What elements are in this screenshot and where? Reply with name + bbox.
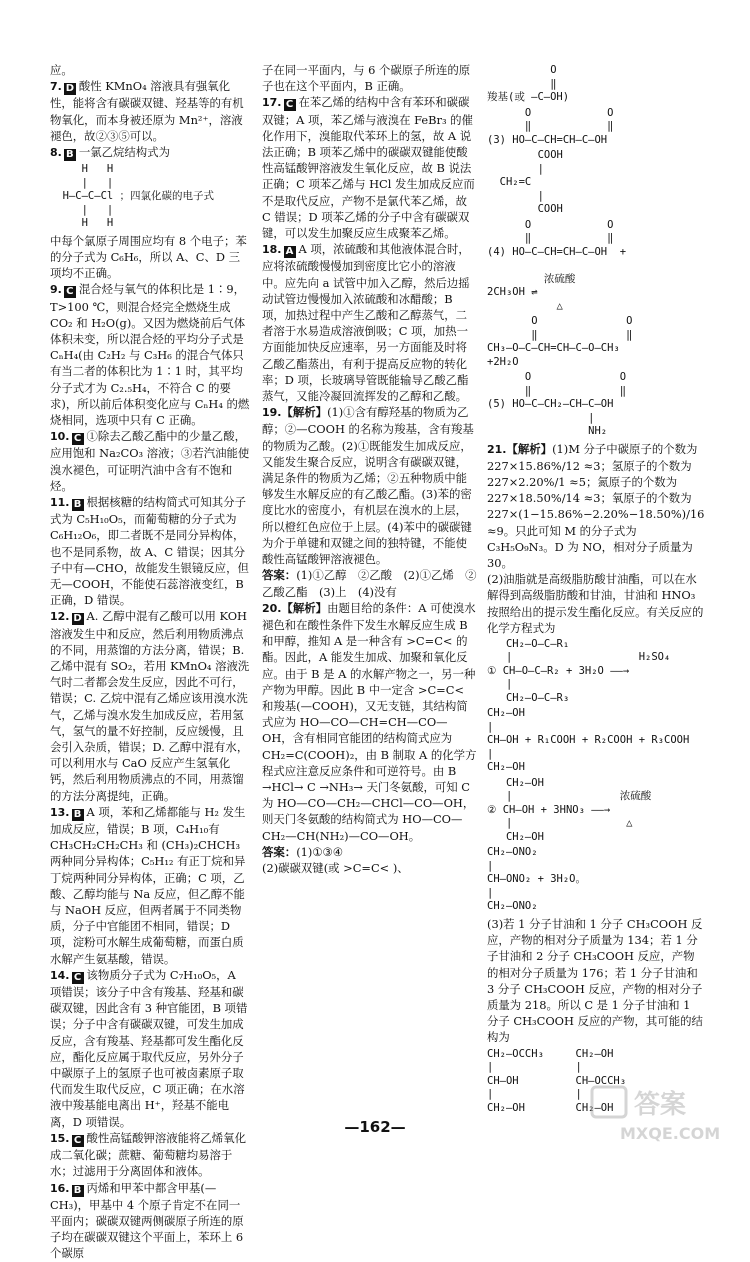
question-number: 12. — [50, 610, 70, 624]
explanation-text: 在苯乙烯的结构中含有苯环和碳碳双键；A 项，苯乙烯与液溴在 FeBr₃ 的催化作用下，溴能取代苯环上的氢，故 A 说法正确；B 项苯乙烯中的碳碳双键能使酸性高锰酸钾溶液发生氧化反应，故 B 说法正确；C 项苯乙烯与 HCl 发生加成反应而不是取代反应，产物不是氯代苯乙烯，故 C 错误；D 项苯乙烯的分子中含有碳碳双键，可以发生加聚反应生成聚苯乙烯。 — [262, 95, 475, 241]
watermark-logo — [590, 1083, 730, 1143]
answer-label: 答案： — [262, 568, 297, 583]
answer-item — [262, 844, 477, 860]
answer-item — [487, 441, 705, 572]
svg-text:答案: 答案 — [634, 1090, 687, 1120]
answer-item — [50, 1180, 250, 1262]
answer-item — [262, 860, 477, 876]
answer-item — [262, 94, 477, 241]
explanation-text: 中每个氯原子周围应均有 8 个电子；苯的分子式为 C₆H₆，所以 A、C、D 三项均不正确。 — [50, 233, 247, 281]
explanation-text: A. 乙醇中混有乙酸可以用 KOH 溶液发生中和反应，然后利用物质沸点的不同，用蒸馏的方法分离，错误；B. 乙烯中混有 SO₂，若用 KMnO₄ 溶液洗气时二者都会发生反应，因此不可行，错误；C. 乙烷中混有乙烯应该用溴水洗气，乙烯与溴水发生加成反应，若用氢气，氢气的量不好控制，反应缓慢，且会引入杂质，错误；D. 乙醇中混有水，可以利用水与 CaO 反应产生氢氧化钙，然后利用物质沸点的不同，用蒸馏的方法分离提纯，正确。 — [50, 609, 250, 803]
explanation-text: 应。 — [50, 63, 73, 77]
question-number: 16. — [50, 1181, 70, 1195]
answer-item — [50, 1130, 250, 1180]
structural-formula: O O ‖ ‖ (3) HO—C—CH=CH—C—OH — [487, 106, 614, 146]
structural-formula: O ‖ 羧基(或 —C—OH) — [487, 64, 570, 103]
analysis-label: 【解析】 — [281, 600, 328, 615]
analysis-label: 【解析】 — [281, 405, 328, 420]
answer-item — [50, 608, 250, 803]
explanation-text: 混合烃与氧气的体积比是 1∶9，T>100 ℃，则混合烃完全燃烧生成 CO₂ 和 H₂O(g)。又因为燃烧前后气体体积未变，所以混合烃的平均分子式是 CₙH₄(由 C₂H₂ 与 C₃H₆ 的混合气体只有当二者的体积比为 1∶1 时，其平均分子式才为 C₂.₅H₄，不符合 C 的要求)，所以前后体积变化应与 CₙH₄ 的燃烧相同，选项中只有 C 正确。 — [50, 282, 250, 427]
explanation-text: (3)若 1 分子甘油和 1 分子 CH₃COOH 反应，产物的相对分子质量为 134；若 1 分子甘油和 2 分子 CH₃COOH 反应，产物的相对分子质量为 176；若 1 分子甘油和 3 分子 CH₃COOH 反应，产物的相对分子质量为 218。所以 C 是 1 分子甘油和 1 分子 CH₃COOH 反应的产物，其可能的结构为 — [487, 916, 703, 1045]
column-left — [50, 62, 250, 1262]
question-number: 19. — [262, 406, 282, 420]
question-number: 10. — [50, 430, 70, 444]
explanation-text: 子在同一平面内，与 6 个碳原子所连的原子也在这个平面内，B 正确。 — [262, 63, 471, 94]
answer-choice-badge: B — [72, 809, 84, 821]
question-number: 8. — [50, 146, 62, 160]
column-middle — [262, 62, 477, 876]
explanation-text: A 项，苯和乙烯都能与 H₂ 发生加成反应，错误；B 项，C₄H₁₀有 CH₃CH₂CH₂CH₃ 和 (CH₃)₂CHCH₃ 两种同分异构体；C₅H₁₂ 有正丁烷和异丁烷两种同分异构体，正确；C 项，乙酸、乙醇均能与 Na 反应，但乙醇不能与 NaOH 反应，但两者属于不同类物质，分子中官能团不相同，错误；D 项，淀粉可水解生成葡萄糖，而蛋白质水解产生氨基酸，错误。 — [50, 804, 246, 966]
answer-item — [50, 62, 250, 78]
answer-item — [262, 241, 477, 404]
answer-item — [262, 404, 477, 567]
answer-item — [50, 144, 250, 161]
answer-item — [50, 281, 250, 428]
explanation-text: (1)①乙醇 ②乙酸 (2)①乙烯 ②乙酸乙酯 (3)上 (4)没有 — [262, 568, 477, 599]
structural-formula: CH₂—OH | CH—OH + R₁COOH + R₂COOH + R₃COOH | CH₂—OH — [487, 707, 690, 774]
answer-choice-badge: B — [64, 149, 76, 161]
structural-formula: CH₂—OCCH₃ CH₂—OH | | CH—OH CH—OCCH₃ | | CH₂—OH CH₂—OH — [487, 1047, 627, 1114]
question-number: 13. — [50, 805, 70, 819]
explanation-text: (1)M 分子中碳原子的个数为 227×15.86%/12 ≈3；氢原子的个数为 227×2.20%/1 ≈5；氮原子的个数为 227×18.50%/14 ≈3；氧原子的个数为 227×(1−15.86%−2.20%−18.50%)/16 ≈9。只此可知 M 的分子式为 C₃H₅O₉N₃。D 为 NO，相对分子质量为 30。 — [487, 441, 705, 570]
answer-choice-badge: D — [65, 83, 74, 95]
explanation-text: ①除去乙酸乙酯中的少量乙酸，应用饱和 Na₂CO₃ 溶液；③若汽油能使溴水褪色，可证明汽油中含有不饱和烃。 — [50, 429, 250, 493]
answer-item — [50, 967, 250, 1130]
explanation-text: (1)①含有醇羟基的物质为乙醇；②—COOH 的名称为羧基，含有羧基的物质为乙酸。(2)①既能发生加成反应，又能发生聚合反应，说明含有碳碳双键，满足条件的物质为乙烯；②五种物质中能够发生水解反应的有乙酸乙酯。(3)苯的密度比水的密度小，有机层在溴水的上层，所以橙红色应位于上层。(4)苯中的碳碳键为介于单键和双键之间的独特键，不能使酸性高锰酸钾溶液褪色。 — [262, 405, 474, 567]
question-number: 11. — [50, 495, 70, 509]
explanation-text: 由题目给的条件：A 可使溴水褪色和在酸性条件下发生水解反应生成 B 和甲醇，推知 A 是一种含有 >C=C< 的酯。因此，A 能发生加成、加聚和氧化反应。由于 B 是 A 的水解产物之一，另一种产物为甲醇。因此 B 中一定含 >C=C< 和羧基(—COOH)，又无支链，其结构简式应为 HO—CO—CH=CH—CO—OH，含有相同官能团的结构简式应为 CH₂=C(COOH)₂，由 B 制取 A 的化学方程式应注意反应条件和可逆符号。由 B →HCl→ C →NH₃→ 天门冬氨酸，可知 C 为 HO—CO—CH₂—CHCl—CO—OH，则天门冬氨酸的结构简式为 HO—CO—CH₂—CH(NH₂)—CO—OH。 — [262, 600, 477, 843]
answer-choice-badge: A — [284, 246, 296, 258]
question-number: 14. — [50, 968, 70, 982]
explanation-text: A 项，浓硫酸和其他液体混合时，应将浓硫酸慢慢加到密度比它小的溶液中。应先向 a 试管中加入乙醇，然后边摇动试管边慢慢加入浓硫酸和冰醋酸；B 项，加热过程中产生乙酸和乙醇蒸气，二者溶于水易造成溶液倒吸；C 项，加热一方面能加快反应速率，另一方面能及时将乙酸乙酯蒸出，有利于提高反应物的转化率；D 项，长玻璃导管既能输导乙酸乙酯蒸气，又能冷凝回流挥发的乙醇和乙酸。 — [262, 242, 470, 404]
column-right — [487, 62, 705, 1117]
answer-item — [50, 233, 250, 282]
structural-formula: O O ‖ ‖ CH₃—O—C—CH=CH—C—O—CH₃ +2H₂O — [487, 315, 633, 368]
answer-label: 答案： — [262, 844, 297, 859]
question-number: 17. — [262, 96, 282, 110]
question-number: 21. — [487, 442, 507, 456]
answer-item — [262, 567, 477, 599]
explanation-text: (2)碳碳双键(或 >C=C< )、 — [262, 860, 409, 875]
explanation-text: (1)①③④ — [296, 844, 343, 859]
answer-choice-badge: B — [72, 499, 84, 511]
explanation-text: 一氯乙烷结构式为 — [78, 145, 170, 160]
explanation-text: 该物质分子式为 C₇H₁₀O₅，A 项错误；该分子中含有羧基、羟基和碳碳双键，因此含有 3 种官能团，B 项错误；分子中含有碳碳双键，可发生加成反应，含有羧基、羟基都可发生酯化反应，酯化反应属于取代反应，另外分子中碳原子上的氢原子也可被卤素原子取代而发生取代反应，C 项正确；在水溶液中羧基能电离出 H⁺，羟基不能电离，D 项错误。 — [50, 967, 248, 1129]
answer-item — [487, 571, 705, 636]
structural-formula: O O ‖ ‖ (5) HO—C—CH₂—CH—C—OH | NH₂ — [487, 371, 627, 437]
answer-item — [50, 804, 250, 967]
answer-choice-badge: C — [72, 1135, 84, 1147]
answer-choice-badge: C — [72, 433, 84, 445]
explanation-text: 酸性 KMnO₄ 溶液具有强氧化性，能将含有碳碳双键、羟基等的有机物氧化，而本身被还原为 Mn²⁺，溶液褪色，故②③⑤可以。 — [50, 79, 244, 143]
answer-choice-badge: C — [64, 286, 76, 298]
question-number: 20. — [262, 601, 282, 615]
answer-choice-badge: C — [284, 99, 296, 111]
question-number: 7. — [50, 80, 62, 94]
explanation-text: (2)油脂就是高级脂肪酸甘油酯，可以在水解得到高级脂肪酸和甘油，甘油和 HNO₃ 按照给出的提示发生酯化反应。有关反应的化学方程式为 — [487, 572, 704, 635]
answer-item — [50, 78, 250, 144]
analysis-label: 【解析】 — [506, 441, 553, 456]
answer-item — [262, 600, 477, 844]
explanation-text: 丙烯和甲苯中都含甲基(—CH₃)，甲基中 4 个原子肯定不在同一平面内；碳碳双键两侧碳原子所连的原子均在碳碳双键这个平面上，苯环上 6 个碳原 — [50, 1180, 244, 1261]
page-number: —162— — [344, 1118, 406, 1136]
question-number: 9. — [50, 283, 62, 297]
structural-formula: O O ‖ ‖ (4) HO—C—CH=CH—C—OH + 浓硫酸 2CH₃OH ⇌ △ — [487, 218, 627, 312]
answer-choice-badge: D — [73, 613, 82, 625]
answer-item — [50, 428, 250, 494]
svg-text:MXQE.COM: MXQE.COM — [620, 1124, 721, 1143]
structural-formula: COOH | CH₂=C | COOH — [499, 149, 563, 215]
explanation-text: 酸性高锰酸钾溶液能将乙烯氧化成二氧化碳；蔗糖、葡萄糖均易溶于水；过滤用于分离固体和液体。 — [50, 1130, 246, 1179]
answer-choice-badge: C — [72, 972, 84, 984]
question-number: 18. — [262, 243, 282, 257]
answer-item — [487, 916, 705, 1046]
structural-formula: CH₂—ONO₂ | CH—ONO₂ + 3H₂O。 | CH₂—ONO₂ — [487, 846, 587, 913]
answer-choice-badge: B — [72, 1185, 84, 1197]
explanation-text: 根据核糖的结构简式可知其分子式为 C₅H₁₀O₅，而葡萄糖的分子式为 C₆H₁₂O₆，即二者既不是同分异构体，也不是同系物，故 A、C 错误；因其分子中有—CHO，故能发生银镜反应，但无—COOH，不能使石蕊溶液变红，B 正确，D 错误。 — [50, 494, 249, 608]
answer-item — [262, 62, 477, 94]
question-number: 15. — [50, 1131, 70, 1145]
structural-formula: CH₂—O—C—R₁ | H₂SO₄ ① CH—O—C—R₂ + 3H₂O ——→ | CH₂—O—C—R₃ — [487, 637, 671, 704]
structural-formula: H H | | H—C—C—Cl ；四氯化碳的电子式 | | H H — [62, 163, 215, 230]
structural-formula: CH₂—OH | 浓硫酸 ② CH—OH + 3HNO₃ ——→ | △ CH₂—OH — [487, 776, 652, 843]
answer-item — [50, 494, 250, 608]
